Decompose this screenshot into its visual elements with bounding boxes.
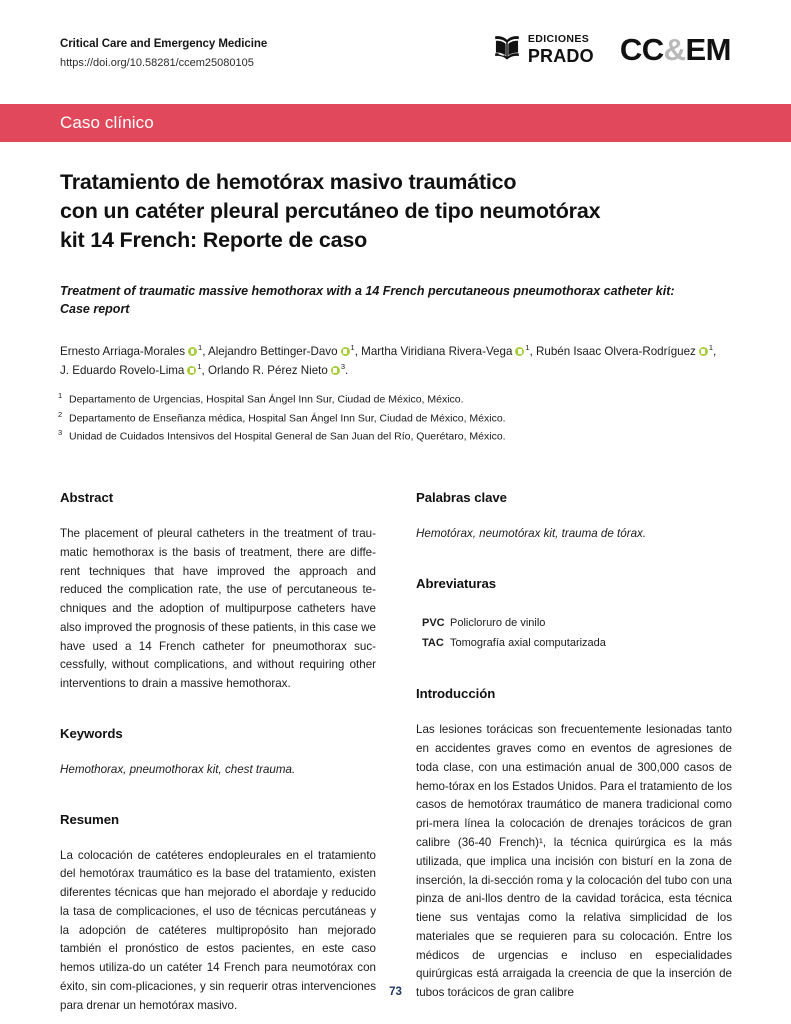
brand-logos — [492, 32, 731, 67]
author-separator: . — [345, 364, 349, 378]
author-separator: , — [713, 345, 717, 358]
journal-title: Critical Care and Emergency Medicine — [60, 38, 268, 50]
article-type-band — [0, 104, 791, 142]
affiliation-item — [58, 409, 748, 428]
abbreviation-key: PVC — [422, 616, 445, 629]
title-block — [60, 168, 740, 318]
author-separator: , — [529, 345, 537, 358]
title-line-1: Tratamiento de hemotórax masivo traumático — [60, 170, 517, 194]
translated-title — [60, 282, 720, 318]
masthead — [0, 0, 791, 104]
resumen-text: La colocación de catéteres endopleurales en el tratamiento del hemotórax traumático es la base del tratamiento, existen diferentes técnicas que han mejorado el abordaje y reducido la tasa de complicaciones, el uso de técnicas percutáneas y la adopción de catéteres multipropósito han mejorado también el pronóstico de estos pacientes, en este caso hemos utiliza-do un catéter 14 French para neumotórax con éxito, sin com-plicaciones, y sin requerir otras intervenciones para drenar un hemotórax masivo. — [60, 848, 376, 1012]
abbreviation-value: Policloruro de vinilo — [450, 616, 546, 629]
abbreviation-key: TAC — [422, 637, 444, 650]
author-separator: , — [354, 345, 362, 358]
open-book-icon — [492, 32, 522, 67]
keywords-text: Hemothorax, pneumothorax kit, chest trauma. — [60, 763, 296, 777]
ccem-logo — [620, 34, 731, 65]
affiliation-marker: 2 — [58, 409, 63, 419]
doi-link[interactable]: https://doi.org/10.58281/ccem25080105 — [60, 56, 254, 69]
list-item — [416, 633, 732, 654]
author-separator: , — [201, 364, 208, 378]
orcid-id-icon[interactable] — [331, 366, 340, 375]
resumen-heading: Resumen — [60, 811, 120, 827]
author-affiliation-marker: 1 — [525, 343, 530, 353]
keywords-heading: Keywords — [60, 726, 123, 742]
abreviaturas-heading: Abreviaturas — [416, 575, 497, 591]
ccem-em: EM — [685, 32, 731, 67]
orcid-id-icon[interactable] — [187, 366, 196, 375]
affiliation-text: Departamento de Urgencias, Hospital San Ángel Inn Sur, Ciudad de México, México. — [69, 393, 464, 406]
author-affiliation-marker: 1 — [708, 343, 714, 353]
ccem-ampersand: & — [663, 32, 686, 67]
author-name[interactable]: J. Eduardo Rovelo-Lima — [60, 364, 185, 378]
ccem-cc: CC — [619, 32, 664, 67]
orcid-id-icon[interactable] — [699, 347, 708, 356]
abbreviation-value: Tomografía axial computarizada — [450, 637, 606, 650]
affiliation-text: Departamento de Enseñanza médica, Hospital San Ángel Inn Sur, Ciudad de México, México. — [69, 412, 506, 424]
right-column — [416, 490, 732, 1016]
author-affiliation-marker: 1 — [197, 362, 202, 372]
ediciones-prado-logo — [492, 32, 594, 67]
list-item — [416, 613, 732, 634]
article-type-label: Caso clínico — [60, 113, 154, 132]
subtitle-line-1: Treatment of traumatic massive hemothorax with a 14 French percutaneous pneumothorax catheter kit: — [60, 283, 675, 298]
author-name[interactable]: Alejandro Bettinger-Davo — [208, 345, 338, 358]
introduccion-heading: Introducción — [416, 686, 496, 702]
palabras-clave-heading: Palabras clave — [416, 490, 507, 505]
abbreviations-list — [416, 613, 732, 655]
author-name[interactable]: Rubén Isaac Olvera-Rodríguez — [536, 345, 696, 358]
abstract-heading: Abstract — [60, 490, 114, 505]
affiliation-marker: 3 — [58, 428, 63, 437]
page-title — [60, 168, 740, 256]
subtitle-line-2: Case report — [60, 301, 130, 316]
affiliation-item — [58, 427, 748, 446]
author-name[interactable]: Martha Viridiana Rivera-Vega — [361, 345, 513, 358]
title-line-2: con un catéter pleural percutáneo de tipo neumotórax — [60, 199, 601, 224]
author-affiliation-marker: 1 — [350, 343, 355, 353]
article-body — [60, 490, 732, 1016]
orcid-id-icon[interactable] — [341, 347, 350, 356]
affiliation-text: Unidad de Cuidados Intensivos del Hospital General de San Juan del Río, Querétaro, México. — [69, 430, 506, 443]
palabras-clave-text: Hemotórax, neumotórax kit, trauma de tórax. — [416, 527, 647, 540]
ediciones-word: EDICIONES — [527, 33, 590, 46]
author-separator: , — [202, 345, 208, 358]
author-list — [60, 342, 750, 380]
page-number: 73 — [389, 986, 402, 998]
affiliation-list — [58, 390, 748, 446]
journal-info — [60, 36, 267, 72]
title-line-3: kit 14 French: Reporte de caso — [60, 228, 368, 253]
author-line-2 — [60, 361, 750, 380]
author-line-1 — [60, 342, 750, 361]
orcid-id-icon[interactable] — [188, 347, 197, 356]
ediciones-prado-wordmark — [528, 34, 594, 65]
prado-word: PRADO — [527, 45, 594, 66]
author-name[interactable]: Ernesto Arriaga-Morales — [60, 345, 186, 358]
introduccion-text: Las lesiones torácicas son frecuentemente lesionadas tanto en accidentes graves como en eventos de agresiones de toda clase, con una estimación anual de 300,000 casos de hemo-tórax en los Estados Unidos. Para el tratamiento de los casos de hemotórax traumático de manera tradicional como pri-mera línea la colocación de drenajes torácicos de gran calibre (36-40 French)¹, la técnica quirúrgica es la más utilizada, que implica una incisión con bisturí en la zona de inserción, la di-sección roma y la colocación del tubo con una pinza de ani-llos dentro de la cavidad torácica, esta técnica tiene sus ventajas como la relativa simplicidad de los materiales que se requieren para su colocación. Entre los médicos de urgencias e incluso en especialidades quirúrgicas está arraigada la creencia de que la inserción de tubos torácicos de gran calibre — [416, 723, 732, 1000]
author-name[interactable]: Orlando R. Pérez Nieto — [208, 364, 328, 378]
author-affiliation-marker: 1 — [198, 343, 203, 353]
affiliation-item — [58, 390, 748, 409]
author-affiliation-marker: 3 — [340, 362, 346, 372]
orcid-id-icon[interactable] — [515, 347, 524, 356]
abstract-text: The placement of pleural catheters in the treatment of trau-matic hemothorax is the basis of treatment, there are diffe-rent techniques that have improved the approach and reduced the complication rate, the use of percutaneous te-chniques and the adoption of multipurpose catheters have also improved the prognosis of these patients, in this case we have used a 14 French catheter for pneumothorax suc-cessfully, without complications, and without requiring other interventions to drain a massive hemothorax. — [60, 527, 376, 691]
affiliation-marker: 1 — [58, 391, 63, 400]
left-column — [60, 490, 376, 1016]
